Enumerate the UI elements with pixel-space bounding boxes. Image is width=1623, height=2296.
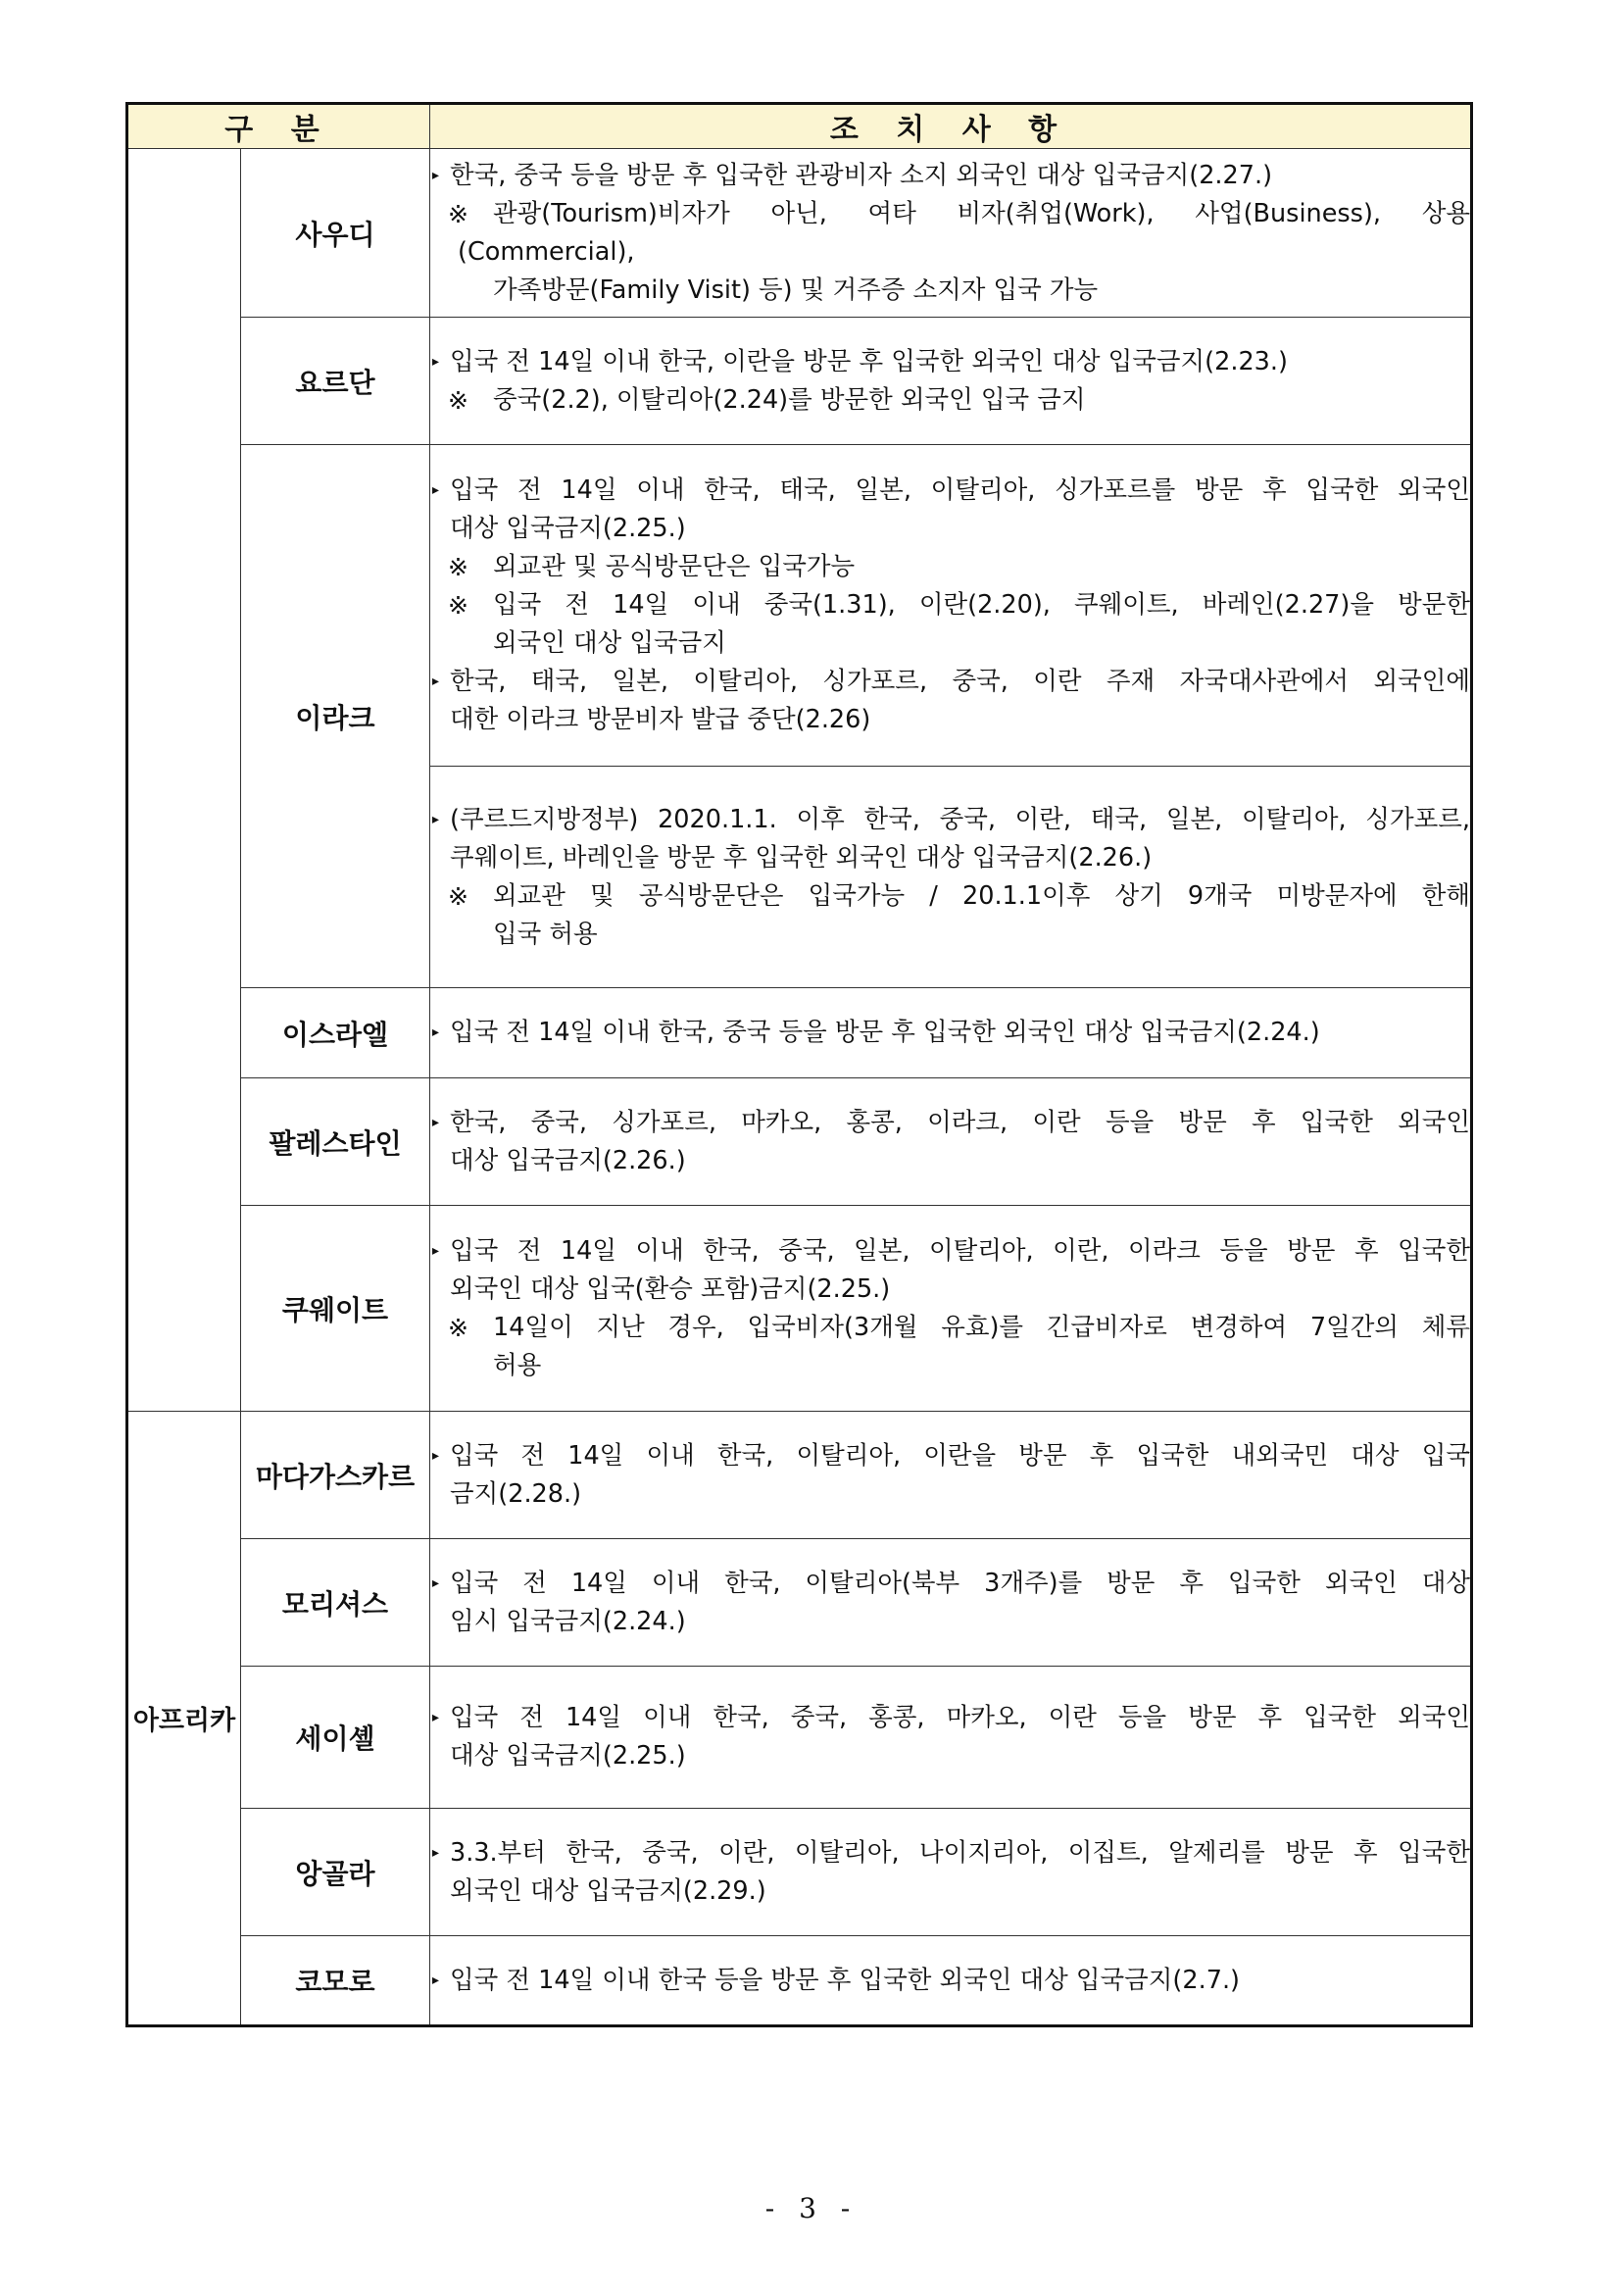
note-marker: ※ bbox=[448, 553, 468, 581]
measures-angola bbox=[430, 1809, 1472, 1936]
country-mauritius: 모리셔스 bbox=[241, 1539, 430, 1667]
bullet-item: ▸ 한국, 태국, 일본, 이탈리아, 싱가포르, 중국, 이란 주재 자국대사관에서 외국인에 bbox=[430, 663, 1470, 701]
header-category: 구 분 bbox=[127, 104, 430, 149]
bullet-continuation: 쿠웨이트, 바레인을 방문 후 입국한 외국인 대상 입국금지(2.26.) bbox=[450, 842, 1153, 873]
table-row bbox=[127, 1936, 1472, 2026]
table-row bbox=[127, 1539, 1472, 1667]
table-header-row bbox=[127, 104, 1472, 149]
country-jordan: 요르단 bbox=[241, 318, 430, 445]
bullet-continuation: 임시 입국금지(2.24.) bbox=[450, 1606, 686, 1636]
note-continuation: 외국인 대상 입국금지 bbox=[493, 628, 726, 658]
table-row bbox=[127, 149, 1472, 318]
bullet-continuation: 대상 입국금지(2.25.) bbox=[450, 1741, 686, 1771]
bullet-marker: ▸ bbox=[432, 1972, 440, 1988]
bullet-item: ▸ 입국 전 14일 이내 한국, 중국, 홍콩, 마카오, 이란 등을 방문 후 입국한 외국인 bbox=[430, 1699, 1470, 1737]
bullet-item: ▸ 입국 전 14일 이내 한국, 중국, 일본, 이탈리아, 이란, 이라크 등을 방문 후 입국한 bbox=[430, 1232, 1470, 1271]
bullet-continuation: 대상 입국금지(2.26.) bbox=[450, 1145, 686, 1175]
country-kuwait: 쿠웨이트 bbox=[241, 1206, 430, 1412]
measures-comoros bbox=[430, 1936, 1472, 2026]
country-palestine: 팔레스타인 bbox=[241, 1078, 430, 1206]
bullet-item: ▸ 입국 전 14일 이내 한국, 이탈리아(북부 3개주)를 방문 후 입국한 외국인 대상 bbox=[430, 1565, 1470, 1603]
table-row bbox=[127, 988, 1472, 1078]
note-marker: ※ bbox=[448, 1313, 468, 1342]
bullet-item: ▸ 입국 전 14일 이내 한국, 태국, 일본, 이탈리아, 싱가포르를 방문 후 입국한 외국인 bbox=[430, 472, 1470, 510]
note-continuation: 가족방문(Family Visit) 등) 및 거주증 소지자 입국 가능 bbox=[493, 275, 1099, 305]
bullet-marker: ▸ bbox=[432, 674, 440, 689]
bullet-item: ▸ 3.3.부터 한국, 중국, 이란, 이탈리아, 나이지리아, 이집트, 알제리를 방문 후 입국한 bbox=[430, 1834, 1470, 1872]
measures-iraq bbox=[430, 445, 1472, 767]
country-iraq: 이라크 bbox=[241, 445, 430, 988]
bullet-item: ▸ 입국 전 14일 이내 한국 등을 방문 후 입국한 외국인 대상 입국금지(2.7.) bbox=[430, 1962, 1470, 2000]
entry-restriction-table bbox=[125, 102, 1473, 2027]
table-row bbox=[127, 1412, 1472, 1539]
bullet-item: ▸ 입국 전 14일 이내 한국, 이탈리아, 이란을 방문 후 입국한 내외국민 대상 입국 bbox=[430, 1437, 1470, 1475]
measures-israel bbox=[430, 988, 1472, 1078]
country-seychelles: 세이셸 bbox=[241, 1667, 430, 1809]
note-item: ※ 관광(Tourism)비자가 아닌, 여타 비자(취업(Work), 사업(Business), 상용(Commercial), bbox=[430, 195, 1470, 272]
measures-palestine bbox=[430, 1078, 1472, 1206]
bullet-marker: ▸ bbox=[432, 1242, 440, 1259]
bullet-marker: ▸ bbox=[432, 167, 440, 183]
table-row bbox=[127, 1206, 1472, 1412]
table-row bbox=[127, 1078, 1472, 1206]
bullet-marker: ▸ bbox=[432, 1024, 440, 1040]
measures-jordan bbox=[430, 318, 1472, 445]
note-continuation: 허용 bbox=[493, 1350, 542, 1380]
bullet-item: ▸ 입국 전 14일 이내 한국, 이란을 방문 후 입국한 외국인 대상 입국금지(2.23.) bbox=[430, 343, 1470, 381]
measures-madagascar bbox=[430, 1412, 1472, 1539]
bullet-marker: ▸ bbox=[432, 811, 440, 827]
note-marker: ※ bbox=[448, 591, 468, 620]
table-row bbox=[127, 1667, 1472, 1809]
note-item: ※ 중국(2.2), 이탈리아(2.24)를 방문한 외국인 입국 금지 bbox=[430, 381, 1470, 420]
country-comoros: 코모로 bbox=[241, 1936, 430, 2026]
country-madagascar: 마다가스카르 bbox=[241, 1412, 430, 1539]
region-cell-middle-east bbox=[127, 149, 241, 1412]
bullet-continuation: 금지(2.28.) bbox=[450, 1478, 582, 1509]
table-row bbox=[127, 1809, 1472, 1936]
bullet-marker: ▸ bbox=[432, 1844, 440, 1861]
bullet-continuation: 외국인 대상 입국(환승 포함)금지(2.25.) bbox=[450, 1273, 891, 1304]
measures-saudi bbox=[430, 149, 1472, 318]
note-continuation: 입국 허용 bbox=[493, 919, 598, 949]
table-row bbox=[127, 445, 1472, 767]
bullet-item: ▸ (쿠르드지방정부) 2020.1.1. 이후 한국, 중국, 이란, 태국, 일본, 이탈리아, 싱가포르, bbox=[430, 801, 1470, 839]
bullet-marker: ▸ bbox=[432, 1574, 440, 1591]
bullet-marker: ▸ bbox=[432, 1710, 440, 1725]
measures-seychelles bbox=[430, 1667, 1472, 1809]
page-number: - 3 - bbox=[764, 2192, 859, 2224]
bullet-item: ▸ 입국 전 14일 이내 한국, 중국 등을 방문 후 입국한 외국인 대상 입국금지(2.24.) bbox=[430, 1014, 1470, 1052]
bullet-marker: ▸ bbox=[432, 353, 440, 370]
bullet-continuation: 외국인 대상 입국금지(2.29.) bbox=[450, 1875, 766, 1906]
note-marker: ※ bbox=[448, 385, 468, 415]
measures-mauritius bbox=[430, 1539, 1472, 1667]
header-measures: 조 치 사 항 bbox=[430, 104, 1472, 149]
region-africa: 아프리카 bbox=[127, 1412, 241, 2026]
bullet-marker: ▸ bbox=[432, 1447, 440, 1464]
bullet-continuation: 대상 입국금지(2.25.) bbox=[450, 514, 686, 543]
country-saudi: 사우디 bbox=[241, 149, 430, 318]
measures-iraq-kurdistan bbox=[430, 767, 1472, 988]
bullet-marker: ▸ bbox=[432, 482, 440, 498]
bullet-marker: ▸ bbox=[432, 1114, 440, 1130]
table-row bbox=[127, 318, 1472, 445]
note-item: ※ 14일이 지난 경우, 입국비자(3개월 유효)를 긴급비자로 변경하여 7일간의 체류 bbox=[430, 1309, 1470, 1347]
country-israel: 이스라엘 bbox=[241, 988, 430, 1078]
country-angola: 앙골라 bbox=[241, 1809, 430, 1936]
measures-kuwait bbox=[430, 1206, 1472, 1412]
bullet-item: ▸ 한국, 중국 등을 방문 후 입국한 관광비자 소지 외국인 대상 입국금지(2.27.) bbox=[430, 157, 1470, 195]
note-item: ※ 외교관 및 공식방문단은 입국가능 / 20.1.1이후 상기 9개국 미방문자에 한해 bbox=[430, 877, 1470, 916]
note-item: ※ 입국 전 14일 이내 중국(1.31), 이란(2.20), 쿠웨이트, 바레인(2.27)을 방문한 bbox=[430, 586, 1470, 624]
note-marker: ※ bbox=[448, 881, 468, 911]
note-item: ※ 외교관 및 공식방문단은 입국가능 bbox=[430, 548, 1470, 586]
note-marker: ※ bbox=[448, 199, 468, 228]
bullet-continuation: 대한 이라크 방문비자 발급 중단(2.26) bbox=[450, 705, 871, 734]
bullet-item: ▸ 한국, 중국, 싱가포르, 마카오, 홍콩, 이라크, 이란 등을 방문 후 입국한 외국인 bbox=[430, 1104, 1470, 1142]
